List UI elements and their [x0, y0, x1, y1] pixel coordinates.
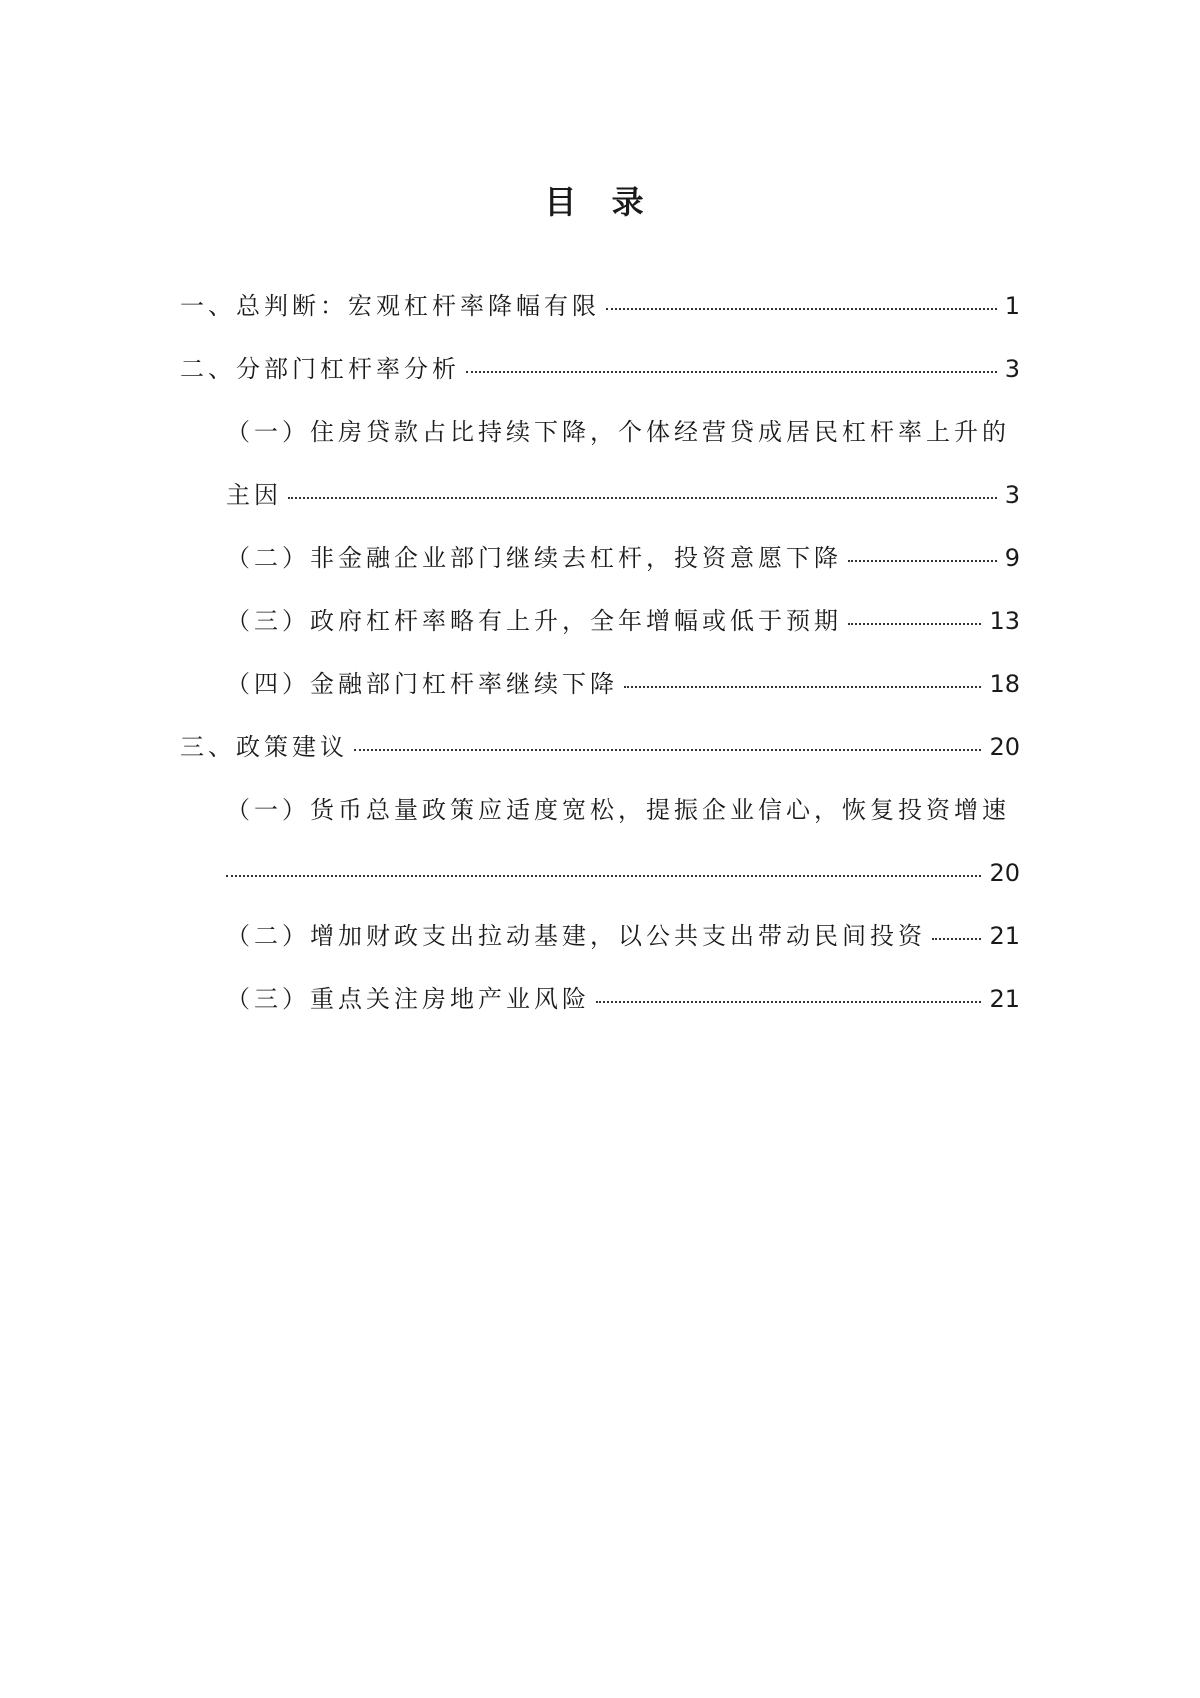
toc-entry-6[interactable] — [226, 666, 1020, 702]
toc-entry-2[interactable] — [180, 351, 1020, 387]
toc-entry-10[interactable] — [226, 981, 1020, 1017]
dot-leader — [624, 686, 981, 688]
toc-entry-8[interactable] — [226, 855, 1020, 891]
dot-leader — [606, 308, 997, 310]
dot-leader — [466, 371, 997, 373]
toc-page-number: 21 — [989, 985, 1020, 1013]
page-title: 目 录 — [544, 183, 656, 221]
toc-entry-5[interactable] — [226, 603, 1020, 639]
toc-entry-3[interactable] — [226, 477, 1020, 513]
dot-leader — [596, 1001, 981, 1003]
toc-entry-label: 一、总判断：宏观杠杆率降幅有限 — [180, 292, 600, 320]
dot-leader — [848, 560, 997, 562]
toc-page-number: 13 — [989, 607, 1020, 635]
toc-entry-label: 三、政策建议 — [180, 733, 348, 761]
toc-entry-3-line1[interactable]: （一）住房贷款占比持续下降，个体经营贷成居民杠杆率上升的 — [226, 418, 1010, 446]
toc-entry-7[interactable] — [180, 729, 1020, 765]
toc-page-number: 3 — [1004, 481, 1020, 509]
toc-entry-label: （三）重点关注房地产业风险 — [226, 985, 590, 1013]
toc-page-number: 9 — [1004, 544, 1020, 572]
toc-entry-9[interactable] — [226, 918, 1020, 954]
toc-entry-label: 二、分部门杠杆率分析 — [180, 355, 460, 383]
toc-entry-1[interactable] — [180, 288, 1020, 324]
toc-page-number: 21 — [989, 922, 1020, 950]
toc-entry-8-line1[interactable]: （一）货币总量政策应适度宽松，提振企业信心，恢复投资增速 — [226, 796, 1010, 824]
toc-page-number: 20 — [989, 733, 1020, 761]
toc-page-number: 20 — [989, 859, 1020, 887]
toc-entry-label: （二）非金融企业部门继续去杠杆，投资意愿下降 — [226, 544, 842, 572]
toc-page-number: 3 — [1004, 355, 1020, 383]
toc-entry-4[interactable] — [226, 540, 1020, 576]
toc-page-number: 18 — [989, 670, 1020, 698]
dot-leader — [354, 749, 981, 751]
toc-entry-label: （二）增加财政支出拉动基建，以公共支出带动民间投资 — [226, 922, 926, 950]
dot-leader — [932, 938, 981, 940]
toc-entry-label: （三）政府杠杆率略有上升，全年增幅或低于预期 — [226, 607, 842, 635]
dot-leader — [288, 497, 997, 499]
dot-leader — [226, 875, 981, 877]
toc-entry-label: （四）金融部门杠杆率继续下降 — [226, 670, 618, 698]
toc-page-number: 1 — [1004, 292, 1020, 320]
dot-leader — [848, 623, 981, 625]
toc-entry-label: 主因 — [226, 481, 282, 509]
